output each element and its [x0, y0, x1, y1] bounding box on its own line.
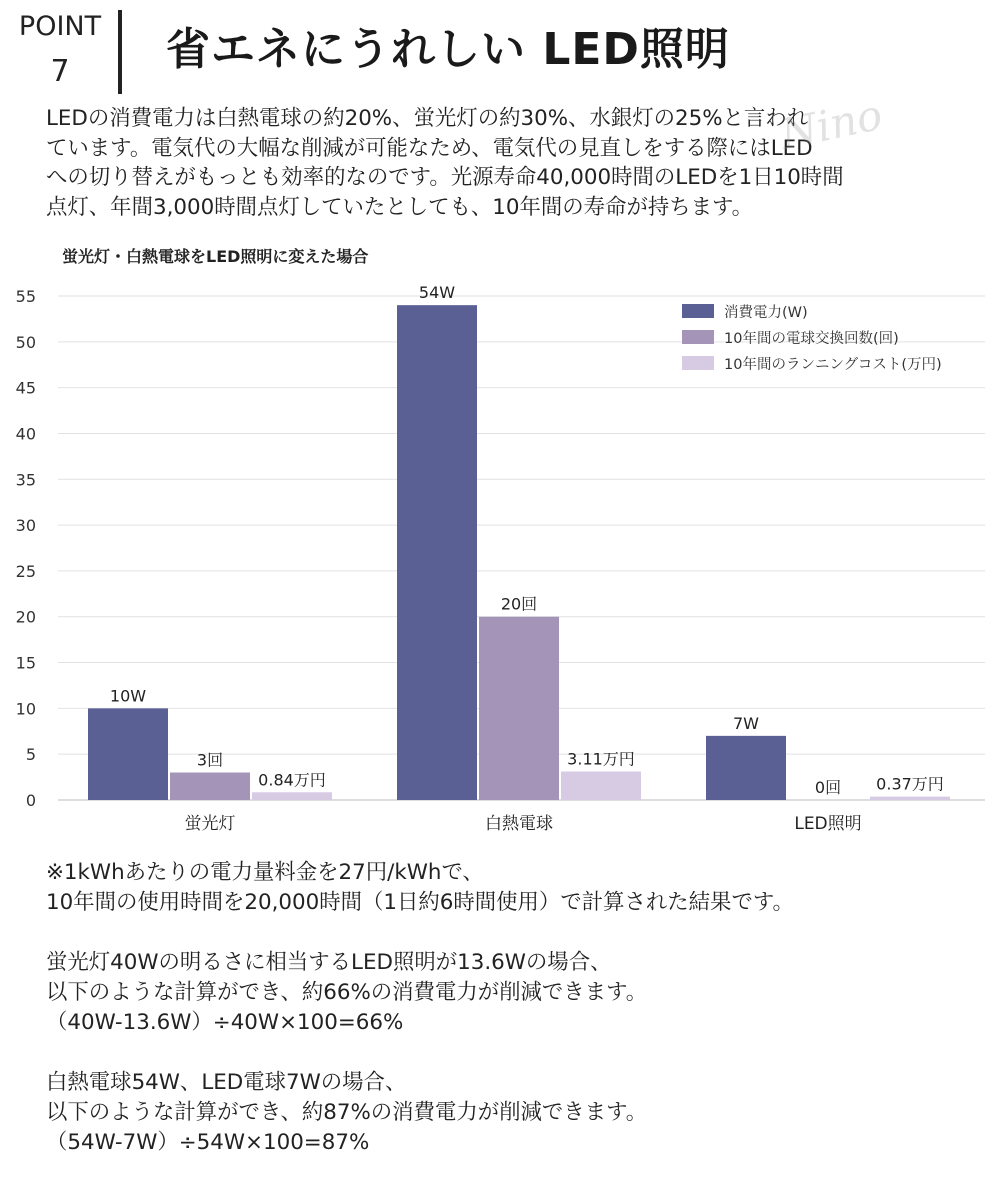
note-line: 以下のような計算ができ、約87%の消費電力が削減できます。: [46, 1100, 648, 1125]
bar: [397, 305, 477, 800]
bar: [706, 736, 786, 800]
y-tick-label: 0: [25, 791, 36, 810]
x-category-label: 白熱電球: [485, 814, 553, 834]
legend-label: 10年間の電球交換回数(回): [724, 331, 899, 347]
note-line: （54W-7W）÷54W×100=87%: [46, 1130, 370, 1155]
point-number: 7: [50, 54, 70, 89]
paragraph-gap: [46, 918, 976, 948]
y-tick-label: 20: [15, 607, 36, 627]
y-tick-label: 40: [15, 424, 36, 444]
note-line: （40W-13.6W）÷40W×100=66%: [46, 1010, 404, 1035]
header-divider: [118, 10, 122, 94]
x-category-label: 蛍光灯: [184, 814, 236, 834]
bar: [479, 617, 559, 800]
chart-title: 蛍光灯・白熱電球をLED照明に変えた場合: [62, 247, 369, 266]
x-category-label: LED照明: [794, 814, 862, 834]
intro-line: への切り替えがもっとも効率的なのです。光源寿命40,000時間のLEDを1日10時間: [46, 165, 844, 190]
y-tick-label: 15: [15, 653, 36, 673]
bar: [88, 708, 168, 800]
intro-line: ています。電気代の大幅な削減が可能なため、電気代の見直しをする際にはLED: [46, 135, 813, 161]
y-tick-label: 30: [15, 516, 36, 536]
y-tick-label: 5: [25, 745, 36, 765]
data-label: 3.11万円: [567, 749, 635, 769]
data-label: 0.37万円: [876, 774, 944, 794]
legend-label: 10年間のランニングコスト(万円): [724, 357, 942, 373]
note-line: ※1kWhあたりの電力量料金を27円/kWhで、: [46, 860, 484, 885]
data-label: 10W: [109, 686, 147, 706]
data-label: 0回: [814, 778, 842, 797]
note-line: 蛍光灯40Wの明るさに相当するLED照明が13.6Wの場合、: [46, 950, 612, 975]
bar: [170, 773, 250, 800]
data-label: 54W: [418, 283, 456, 303]
y-tick-label: 35: [15, 470, 36, 490]
notes-section: [46, 858, 976, 1158]
data-label: 0.84万円: [258, 770, 326, 790]
intro-text: [46, 104, 976, 222]
y-tick-label: 55: [15, 287, 36, 306]
point-label: POINT: [18, 11, 102, 42]
y-tick-label: 10: [15, 699, 36, 719]
chart-svg: [0, 272, 1000, 842]
note-line: 以下のような計算ができ、約66%の消費電力が削減できます。: [46, 980, 648, 1005]
bar: [870, 797, 950, 800]
note-line: 白熱電球54W、LED電球7Wの場合、: [46, 1070, 407, 1095]
watermark-logo: Nino: [776, 89, 887, 160]
note-line: 10年間の使用時間を20,000時間（1日約6時間使用）で計算された結果です。: [46, 890, 794, 915]
y-tick-label: 45: [15, 378, 36, 398]
intro-line: 点灯、年間3,000時間点灯していたとしても、10年間の寿命が持ちます。: [46, 194, 754, 220]
legend-swatch: [682, 304, 714, 318]
data-label: 20回: [500, 594, 538, 614]
data-label: 7W: [733, 713, 759, 733]
page-title: 省エネにうれしい LED照明: [166, 24, 730, 75]
y-tick-label: 25: [15, 561, 36, 581]
bar-chart: [0, 272, 1000, 842]
legend-swatch: [682, 330, 714, 344]
bar: [561, 772, 641, 800]
y-tick-label: 50: [15, 332, 36, 352]
intro-line: LEDの消費電力は白熱電球の約20%、蛍光灯の約30%、水銀灯の25%と言われ: [46, 106, 809, 131]
legend-label: 消費電力(W): [724, 305, 808, 321]
bar: [252, 792, 332, 800]
paragraph-gap: [46, 1038, 976, 1068]
legend-swatch: [682, 356, 714, 370]
data-label: 3回: [196, 750, 224, 770]
